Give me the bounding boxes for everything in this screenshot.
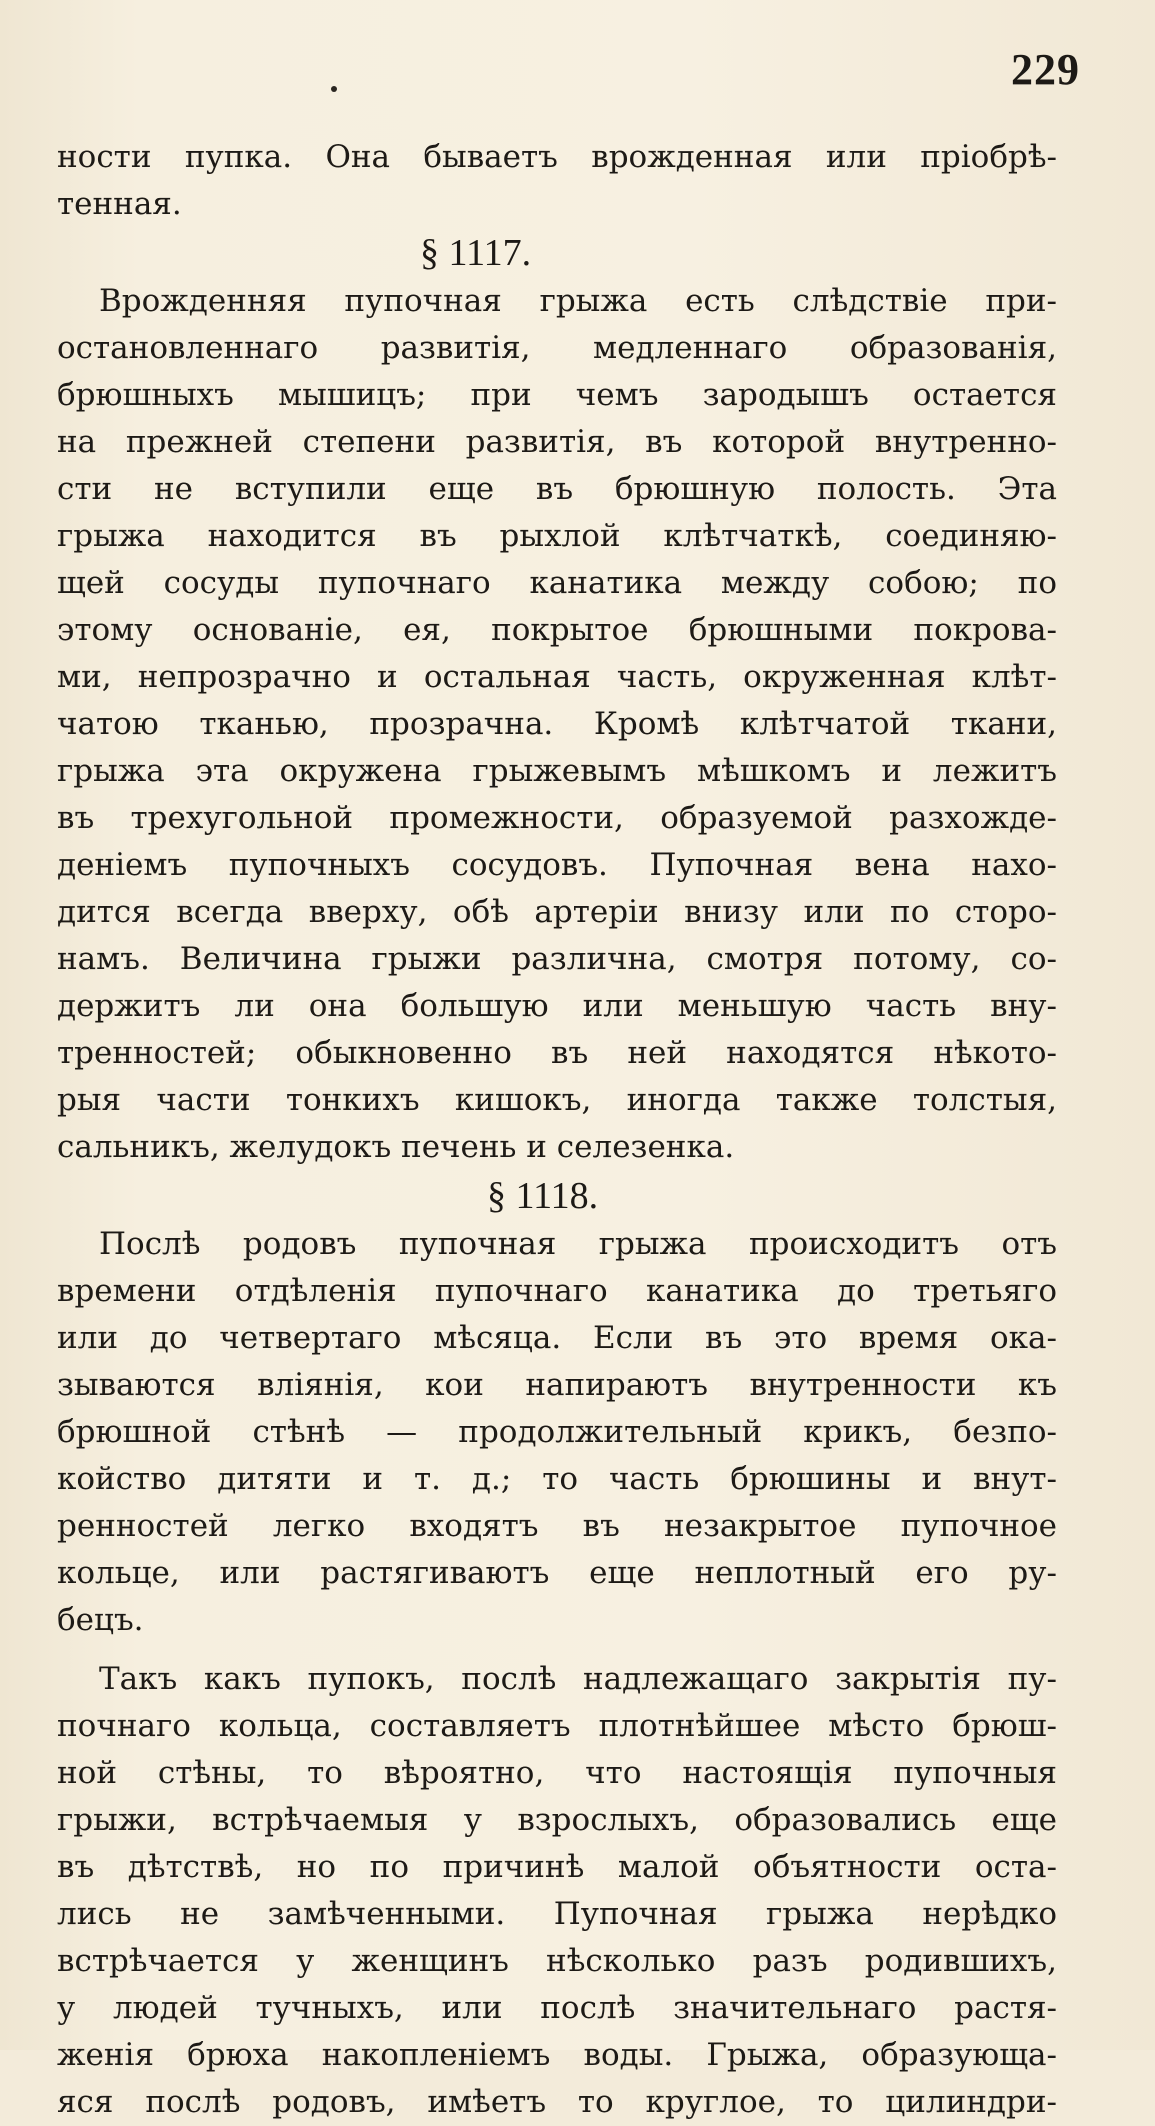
text-line: держитъ ли она большую или меньшую часть вну- <box>57 988 1057 1024</box>
text-line: Такъ какъ пупокъ, послѣ надлежащаго закрытiя пу- <box>99 1661 1057 1697</box>
text-line: тенная. <box>57 186 182 222</box>
text-line: остановленнаго развитiя, медленнаго образованiя, <box>57 330 1057 366</box>
page-number: 229 <box>1011 45 1080 94</box>
text-line: ности пупка. Она бываетъ врожденная или прiобрѣ- <box>57 139 1057 175</box>
text-line: бецъ. <box>57 1602 144 1638</box>
ink-speck <box>331 86 337 92</box>
text-line: зываются влiянiя, кои напираютъ внутренности къ <box>57 1367 1057 1403</box>
text-line: въ трехугольной промежности, образуемой разхожде- <box>57 800 1057 836</box>
section-heading: § 1117. <box>420 232 532 274</box>
text-line: этому основанiе, ея, покрытое брюшными покрова- <box>57 612 1057 648</box>
text-line: на прежней степени развитiя, въ которой внутренно- <box>57 424 1057 460</box>
text-line: ми, непрозрачно и остальная часть, окруженная клѣт- <box>57 659 1057 695</box>
text-line: грыжа эта окружена грыжевымъ мѣшкомъ и лежитъ <box>57 753 1057 789</box>
text-line: почнаго кольца, составляетъ плотнѣйшее мѣсто брюш- <box>57 1708 1057 1744</box>
text-line: у людей тучныхъ, или послѣ значительнаго растя- <box>57 1990 1057 2026</box>
text-line: времени отдѣленiя пупочнаго канатика до третьяго <box>57 1273 1057 1309</box>
text-line: грыжи, встрѣчаемыя у взрослыхъ, образовались еще <box>57 1802 1057 1838</box>
paragraph-gap <box>57 1644 1057 1656</box>
text-line: въ дѣтствѣ, но по причинѣ малой объятности оста- <box>57 1849 1057 1885</box>
text-line: брюшной стѣнѣ — продолжительный крикъ, безпо- <box>57 1414 1057 1450</box>
text-line: женiя брюха накопленiемъ воды. Грыжа, образующа- <box>57 2037 1057 2073</box>
text-line: брюшныхъ мышицъ; при чемъ зародышъ остается <box>57 377 1057 413</box>
text-line: или до четвертаго мѣсяца. Если въ это время ока- <box>57 1320 1057 1356</box>
text-line: Послѣ родовъ пупочная грыжа происходитъ отъ <box>99 1226 1057 1262</box>
text-line: ренностей легко входятъ въ незакрытое пупочное <box>57 1508 1057 1544</box>
section-heading: § 1118. <box>487 1175 599 1217</box>
text-line: Врожденняя пупочная грыжа есть слѣдствiе при- <box>99 283 1057 319</box>
text-line: грыжа находится въ рыхлой клѣтчаткѣ, соединяю- <box>57 518 1057 554</box>
text-line: сальникъ, желудокъ печень и селезенка. <box>57 1129 735 1165</box>
text-line: встрѣчается у женщинъ нѣсколько разъ родившихъ, <box>57 1943 1057 1979</box>
text-line: кольце, или растягиваютъ еще неплотный его ру- <box>57 1555 1057 1591</box>
text-line: койство дитяти и т. д.; то часть брюшины и внут- <box>57 1461 1057 1497</box>
text-line: рыя части тонкихъ кишокъ, иногда также толстыя, <box>57 1082 1057 1118</box>
text-line: сти не вступили еще въ брюшную полость. Эта <box>57 471 1057 507</box>
text-line: ной стѣны, то вѣроятно, что настоящiя пупочныя <box>57 1755 1057 1791</box>
text-line: щей сосуды пупочнаго канатика между собою; по <box>57 565 1057 601</box>
text-line: лись не замѣченными. Пупочная грыжа нерѣдко <box>57 1896 1057 1932</box>
body-text <box>57 134 1057 2126</box>
text-line: тренностей; обыкновенно въ ней находятся нѣкото- <box>57 1035 1057 1071</box>
text-line: чатою тканью, прозрачна. Кромѣ клѣтчатой ткани, <box>57 706 1057 742</box>
text-line: денiемъ пупочныхъ сосудовъ. Пупочная вена нахо- <box>57 847 1057 883</box>
text-line: яся послѣ родовъ, имѣетъ то круглое, то цилиндри- <box>57 2084 1057 2120</box>
text-line: намъ. Величина грыжи различна, смотря потому, со- <box>57 941 1057 977</box>
text-line: дится всегда вверху, обѣ артерiи внизу или по сторо- <box>57 894 1057 930</box>
